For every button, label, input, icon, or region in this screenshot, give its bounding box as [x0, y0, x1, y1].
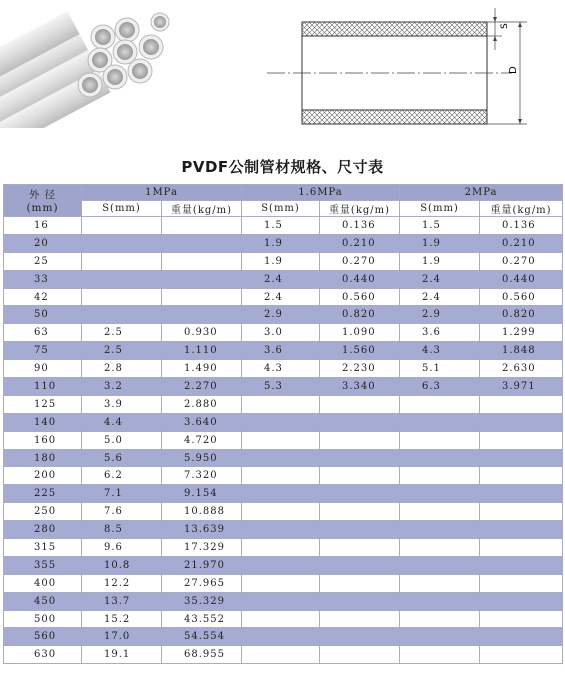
s-2mpa-cell	[400, 610, 480, 628]
weight-1-6mpa-cell	[320, 628, 400, 646]
weight-1mpa-cell: 4.720	[162, 431, 242, 449]
weight-1-6mpa-cell	[320, 431, 400, 449]
s-1mpa-cell: 4.4	[82, 413, 162, 431]
s-1-6mpa-cell: 3.0	[242, 324, 320, 342]
s-2mpa-cell	[400, 592, 480, 610]
weight-1-6mpa-cell	[320, 485, 400, 503]
table-row	[4, 378, 563, 396]
od-cell: 75	[4, 342, 82, 360]
table-row	[4, 234, 563, 252]
s-1mpa-cell: 10.8	[82, 556, 162, 574]
weight-1-6mpa-cell	[320, 467, 400, 485]
s-1mpa-cell: 15.2	[82, 610, 162, 628]
od-cell: 42	[4, 288, 82, 306]
s-2mpa-cell: 3.6	[400, 324, 480, 342]
s-2mpa-cell: 2.4	[400, 288, 480, 306]
weight-2mpa-cell: 0.440	[480, 270, 563, 288]
weight-1mpa-cell: 35.329	[162, 592, 242, 610]
od-cell: 250	[4, 503, 82, 521]
weight-1-6mpa-cell: 3.340	[320, 378, 400, 396]
table-row	[4, 646, 563, 664]
weight-1mpa-cell: 7.320	[162, 467, 242, 485]
od-cell: 315	[4, 539, 82, 557]
od-cell: 450	[4, 592, 82, 610]
od-cell: 50	[4, 306, 82, 324]
s-1-6mpa-cell: 2.4	[242, 288, 320, 306]
table-row	[4, 574, 563, 592]
weight-2mpa-cell: 0.210	[480, 234, 563, 252]
weight-1-6mpa-cell	[320, 539, 400, 557]
header-od-line1: 外 径	[28, 188, 57, 201]
s-2mpa-cell: 1.5	[400, 217, 480, 235]
weight-2mpa-cell	[480, 574, 563, 592]
s-2mpa-cell	[400, 628, 480, 646]
weight-1-6mpa-cell	[320, 413, 400, 431]
od-cell: 20	[4, 234, 82, 252]
weight-1mpa-cell: 1.110	[162, 342, 242, 360]
table-row	[4, 360, 563, 378]
weight-1mpa-cell	[162, 306, 242, 324]
s-2mpa-cell	[400, 467, 480, 485]
header-weight: 重量(kg/m)	[480, 201, 563, 217]
weight-2mpa-cell: 1.848	[480, 342, 563, 360]
table-row	[4, 324, 563, 342]
s-1mpa-cell: 19.1	[82, 646, 162, 664]
weight-2mpa-cell	[480, 413, 563, 431]
s-2mpa-cell	[400, 556, 480, 574]
s-1mpa-cell: 5.6	[82, 449, 162, 467]
s-1-6mpa-cell	[242, 592, 320, 610]
s-2mpa-cell: 6.3	[400, 378, 480, 396]
weight-2mpa-cell: 0.560	[480, 288, 563, 306]
s-1-6mpa-cell	[242, 503, 320, 521]
header-group-1mpa: 1MPa	[82, 185, 242, 201]
od-cell: 140	[4, 413, 82, 431]
s-2mpa-cell: 2.9	[400, 306, 480, 324]
table-row	[4, 413, 563, 431]
table-row	[4, 485, 563, 503]
s-2mpa-cell	[400, 449, 480, 467]
s-1-6mpa-cell: 1.9	[242, 234, 320, 252]
s-1-6mpa-cell	[242, 521, 320, 539]
s-1-6mpa-cell: 5.3	[242, 378, 320, 396]
s-2mpa-cell	[400, 431, 480, 449]
weight-1-6mpa-cell: 0.820	[320, 306, 400, 324]
weight-2mpa-cell	[480, 521, 563, 539]
od-cell: 280	[4, 521, 82, 539]
table-row	[4, 306, 563, 324]
s-1-6mpa-cell	[242, 646, 320, 664]
weight-1mpa-cell	[162, 270, 242, 288]
header-weight: 重量(kg/m)	[162, 201, 242, 217]
s-2mpa-cell: 2.4	[400, 270, 480, 288]
weight-1-6mpa-cell: 1.090	[320, 324, 400, 342]
table-row	[4, 539, 563, 557]
weight-1-6mpa-cell	[320, 521, 400, 539]
s-2mpa-cell: 1.9	[400, 252, 480, 270]
table-row	[4, 288, 563, 306]
weight-1mpa-cell: 54.554	[162, 628, 242, 646]
s-1mpa-cell: 13.7	[82, 592, 162, 610]
od-cell: 125	[4, 395, 82, 413]
s-2mpa-cell	[400, 503, 480, 521]
weight-1-6mpa-cell: 0.440	[320, 270, 400, 288]
s-1mpa-cell: 6.2	[82, 467, 162, 485]
weight-2mpa-cell	[480, 628, 563, 646]
weight-2mpa-cell	[480, 449, 563, 467]
s-1mpa-cell: 12.2	[82, 574, 162, 592]
weight-2mpa-cell: 1.299	[480, 324, 563, 342]
s-1mpa-cell: 9.6	[82, 539, 162, 557]
header-outer-diameter	[4, 185, 82, 217]
s-1-6mpa-cell: 1.5	[242, 217, 320, 235]
s-1mpa-cell: 5.0	[82, 431, 162, 449]
table-row	[4, 342, 563, 360]
s-1mpa-cell: 7.1	[82, 485, 162, 503]
s-1mpa-cell: 2.8	[82, 360, 162, 378]
s-2mpa-cell	[400, 413, 480, 431]
weight-1-6mpa-cell: 0.210	[320, 234, 400, 252]
s-2mpa-cell	[400, 574, 480, 592]
s-2mpa-cell: 4.3	[400, 342, 480, 360]
od-cell: 110	[4, 378, 82, 396]
header-group-1-6mpa: 1.6MPa	[242, 185, 400, 201]
weight-1-6mpa-cell	[320, 610, 400, 628]
table-row	[4, 395, 563, 413]
weight-2mpa-cell	[480, 592, 563, 610]
s-1mpa-cell	[82, 306, 162, 324]
od-cell: 16	[4, 217, 82, 235]
table-row	[4, 610, 563, 628]
table-row	[4, 592, 563, 610]
table-row	[4, 503, 563, 521]
weight-1mpa-cell: 5.950	[162, 449, 242, 467]
header-od-line2: (mm)	[26, 201, 59, 214]
od-cell: 500	[4, 610, 82, 628]
s-1mpa-cell: 3.2	[82, 378, 162, 396]
d-dimension-label: D	[508, 66, 519, 74]
weight-1mpa-cell: 9.154	[162, 485, 242, 503]
s-1-6mpa-cell	[242, 413, 320, 431]
weight-1mpa-cell: 2.270	[162, 378, 242, 396]
table-row	[4, 217, 563, 235]
table-row	[4, 628, 563, 646]
s-1-6mpa-cell: 4.3	[242, 360, 320, 378]
od-cell: 180	[4, 449, 82, 467]
table-row	[4, 449, 563, 467]
weight-2mpa-cell	[480, 503, 563, 521]
weight-2mpa-cell	[480, 539, 563, 557]
table-row	[4, 521, 563, 539]
s-1mpa-cell	[82, 252, 162, 270]
pipe-wall-top	[302, 22, 487, 36]
s-1mpa-cell	[82, 217, 162, 235]
header-s: S(mm)	[82, 201, 162, 217]
weight-1-6mpa-cell: 1.560	[320, 342, 400, 360]
pipe-bundle-photo	[0, 0, 175, 128]
weight-1mpa-cell: 0.930	[162, 324, 242, 342]
od-cell: 25	[4, 252, 82, 270]
weight-1mpa-cell: 1.490	[162, 360, 242, 378]
od-cell: 200	[4, 467, 82, 485]
weight-1-6mpa-cell: 0.560	[320, 288, 400, 306]
table-row	[4, 467, 563, 485]
weight-2mpa-cell: 3.971	[480, 378, 563, 396]
s-2mpa-cell	[400, 646, 480, 664]
od-cell: 160	[4, 431, 82, 449]
s-1-6mpa-cell	[242, 556, 320, 574]
s-2mpa-cell	[400, 539, 480, 557]
weight-1-6mpa-cell: 0.136	[320, 217, 400, 235]
s-1-6mpa-cell: 3.6	[242, 342, 320, 360]
weight-1mpa-cell	[162, 288, 242, 306]
s-1mpa-cell: 17.0	[82, 628, 162, 646]
s-1mpa-cell	[82, 234, 162, 252]
s-2mpa-cell	[400, 521, 480, 539]
table-row	[4, 252, 563, 270]
weight-2mpa-cell: 2.630	[480, 360, 563, 378]
s-1-6mpa-cell	[242, 628, 320, 646]
weight-1-6mpa-cell	[320, 574, 400, 592]
s-1mpa-cell: 3.9	[82, 395, 162, 413]
s-1-6mpa-cell	[242, 431, 320, 449]
weight-2mpa-cell	[480, 556, 563, 574]
weight-1-6mpa-cell	[320, 503, 400, 521]
s-1-6mpa-cell	[242, 610, 320, 628]
weight-1-6mpa-cell	[320, 556, 400, 574]
s-1mpa-cell: 2.5	[82, 342, 162, 360]
s-2mpa-cell	[400, 395, 480, 413]
od-cell: 225	[4, 485, 82, 503]
od-cell: 90	[4, 360, 82, 378]
weight-1mpa-cell: 27.965	[162, 574, 242, 592]
od-cell: 355	[4, 556, 82, 574]
od-cell: 400	[4, 574, 82, 592]
weight-1mpa-cell: 13.639	[162, 521, 242, 539]
spec-table	[3, 184, 563, 664]
table-row	[4, 270, 563, 288]
s-1-6mpa-cell	[242, 485, 320, 503]
weight-2mpa-cell	[480, 395, 563, 413]
weight-1-6mpa-cell: 2.230	[320, 360, 400, 378]
s-1mpa-cell: 7.6	[82, 503, 162, 521]
s-1-6mpa-cell: 1.9	[242, 252, 320, 270]
s-2mpa-cell	[400, 485, 480, 503]
weight-2mpa-cell: 0.136	[480, 217, 563, 235]
weight-2mpa-cell	[480, 431, 563, 449]
weight-1mpa-cell: 17.329	[162, 539, 242, 557]
weight-1mpa-cell: 21.970	[162, 556, 242, 574]
s-2mpa-cell: 5.1	[400, 360, 480, 378]
od-cell: 630	[4, 646, 82, 664]
weight-1mpa-cell	[162, 217, 242, 235]
weight-1mpa-cell: 3.640	[162, 413, 242, 431]
header-group-2mpa: 2MPa	[400, 185, 563, 201]
weight-2mpa-cell	[480, 610, 563, 628]
s-1-6mpa-cell	[242, 395, 320, 413]
weight-1mpa-cell	[162, 252, 242, 270]
header-s: S(mm)	[400, 201, 480, 217]
weight-1mpa-cell	[162, 234, 242, 252]
weight-2mpa-cell	[480, 467, 563, 485]
weight-1mpa-cell: 10.888	[162, 503, 242, 521]
s-1-6mpa-cell	[242, 574, 320, 592]
weight-2mpa-cell	[480, 646, 563, 664]
weight-1-6mpa-cell	[320, 592, 400, 610]
s-1mpa-cell	[82, 288, 162, 306]
weight-2mpa-cell: 0.270	[480, 252, 563, 270]
s-2mpa-cell: 1.9	[400, 234, 480, 252]
header-s: S(mm)	[242, 201, 320, 217]
s-1mpa-cell: 8.5	[82, 521, 162, 539]
header-weight: 重量(kg/m)	[320, 201, 400, 217]
pipe-wall-bottom	[302, 110, 487, 124]
weight-2mpa-cell: 0.820	[480, 306, 563, 324]
weight-1mpa-cell: 2.880	[162, 395, 242, 413]
s-1mpa-cell	[82, 270, 162, 288]
weight-1mpa-cell: 43.552	[162, 610, 242, 628]
table-row	[4, 431, 563, 449]
od-cell: 560	[4, 628, 82, 646]
s-1-6mpa-cell: 2.9	[242, 306, 320, 324]
weight-1-6mpa-cell	[320, 395, 400, 413]
table-row	[4, 556, 563, 574]
s-1-6mpa-cell	[242, 539, 320, 557]
s-1-6mpa-cell	[242, 467, 320, 485]
od-cell: 33	[4, 270, 82, 288]
pipe-section-diagram	[262, 0, 565, 140]
s-1-6mpa-cell	[242, 449, 320, 467]
weight-2mpa-cell	[480, 485, 563, 503]
page-title: PVDF公制管材规格、尺寸表	[181, 158, 384, 176]
s-1mpa-cell: 2.5	[82, 324, 162, 342]
s-1-6mpa-cell: 2.4	[242, 270, 320, 288]
weight-1-6mpa-cell	[320, 646, 400, 664]
s-dimension-label: S	[500, 23, 510, 29]
weight-1-6mpa-cell	[320, 449, 400, 467]
weight-1-6mpa-cell: 0.270	[320, 252, 400, 270]
od-cell: 63	[4, 324, 82, 342]
weight-1mpa-cell: 68.955	[162, 646, 242, 664]
